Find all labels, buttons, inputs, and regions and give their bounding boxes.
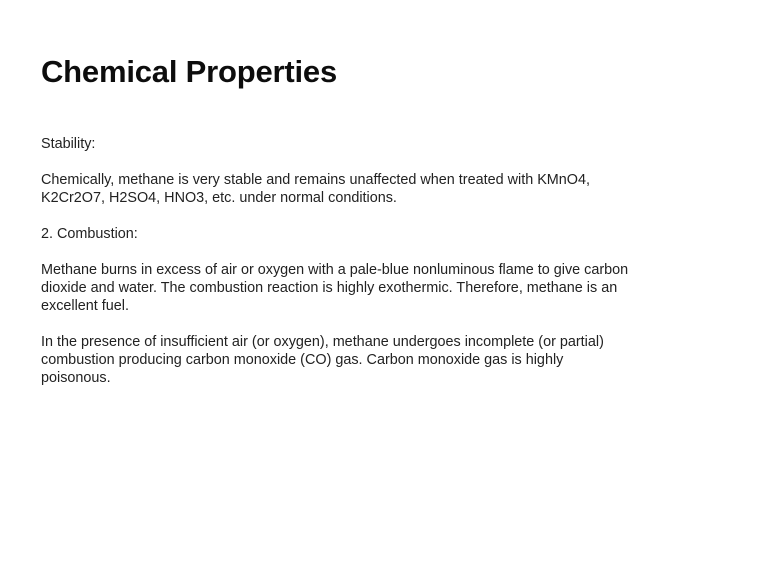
stability-paragraph xyxy=(41,171,681,207)
combustion-heading xyxy=(41,225,681,243)
text-line: 2. Combustion: xyxy=(41,226,138,242)
text-line: K2Cr2O7, H2SO4, HNO3, etc. under normal conditions. xyxy=(41,190,397,206)
text-line: dioxide and water. The combustion reaction is highly exothermic. Therefore, methane is an xyxy=(41,280,618,296)
stability-heading xyxy=(41,135,681,153)
text-line: Stability: xyxy=(41,136,96,152)
text-line: excellent fuel. xyxy=(41,298,129,314)
text-line: poisonous. xyxy=(41,370,111,386)
incomplete-combustion-paragraph xyxy=(41,333,681,387)
text-line: Chemically, methane is very stable and remains unaffected when treated with KMnO4, xyxy=(41,172,590,188)
slide-title: Chemical Properties xyxy=(41,54,337,89)
slide-body xyxy=(41,135,681,405)
text-line: In the presence of insufficient air (or oxygen), methane undergoes incomplete (or partial) xyxy=(41,334,604,350)
combustion-paragraph xyxy=(41,261,681,315)
text-line: Methane burns in excess of air or oxygen with a pale-blue nonluminous flame to give carbon xyxy=(41,262,629,278)
text-line: combustion producing carbon monoxide (CO) gas. Carbon monoxide gas is highly xyxy=(41,352,564,368)
